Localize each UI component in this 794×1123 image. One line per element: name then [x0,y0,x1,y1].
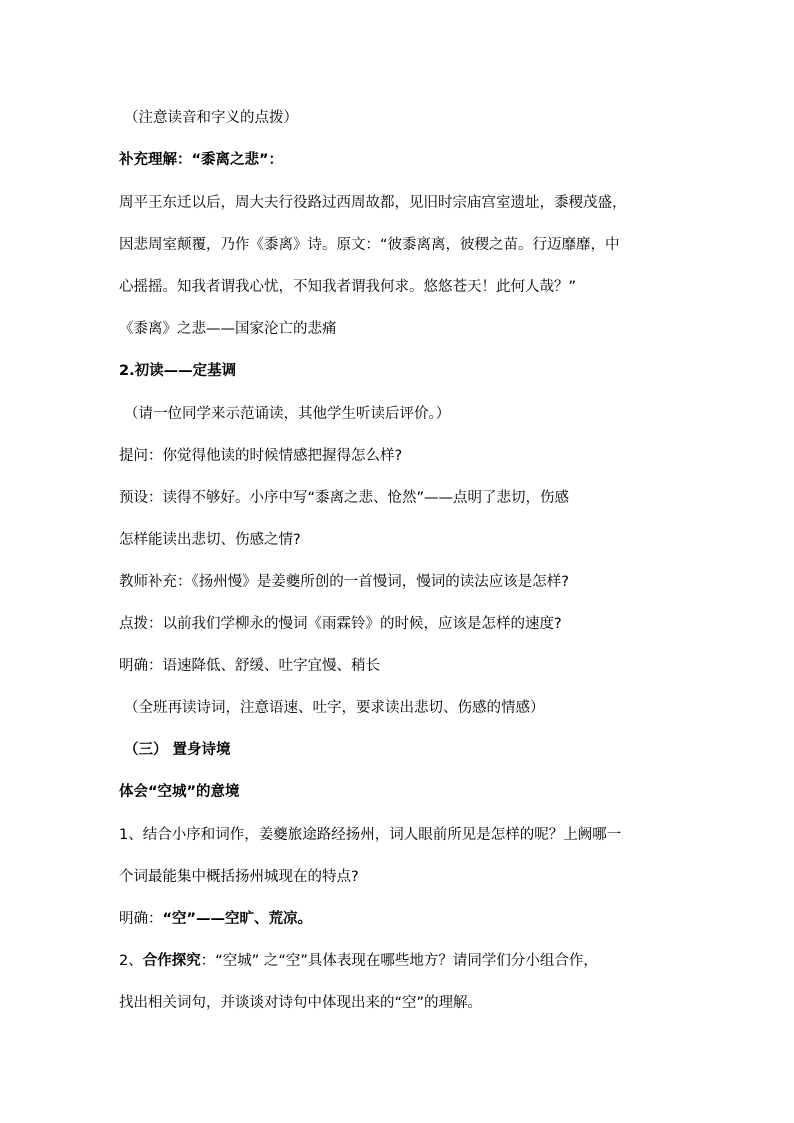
paragraph-line: 《黍离》之悲——国家沦亡的悲痛 [119,321,337,337]
paragraph-line: 预设：读得不够好。小序中写“黍离之悲、怆然”——点明了悲切，伤感 [119,490,570,506]
paragraph-line: （请一位同学来示范诵读，其他学生听读后评价。） [124,406,451,422]
paragraph-line: 提问：你觉得他读的时候情感把握得怎么样? [119,448,403,464]
paragraph-line: 1、结合小序和词作，姜夔旅途路经扬州，词人眼前所见是怎样的呢？上阙哪一 [119,827,622,843]
paragraph-line: 心摇摇。知我者谓我心忧，不知我者谓我何求。悠悠苍天！此何人哉？” [119,279,577,295]
question-text: ：“空城” 之“空”具体表现在哪些地方？请同学们分小组合作， [200,953,598,969]
answer-line [119,909,312,929]
paragraph-line: 找出相关词句，并谈谈对诗句中体现出来的“空”的理解。 [119,995,483,1011]
paragraph-line: 怎样能读出悲切、伤感之情? [119,532,301,548]
subheading-empty-city: 体会“空城”的意境 [119,784,240,800]
paragraph-line: 个词最能集中概括扬州城现在的特点? [119,869,359,885]
note-reading: （注意读音和字义的点拨） [124,110,298,126]
paragraph-line: （全班再读诗词，注意语速、吐字，要求读出悲切、伤感的情感） [124,700,545,716]
question-number: 2、 [119,953,143,969]
answer-label: 明确： [119,911,163,927]
paragraph-line: 教师补充：《扬州慢》是姜夔所创的一首慢词，慢词的读法应该是怎样? [119,574,569,590]
paragraph-line: 因悲周室颠覆，乃作《黍离》诗。原文：“彼黍离离，彼稷之苗。行迈靡靡，中 [119,237,620,253]
section-heading-three: （三） 置身诗境 [124,742,231,758]
paragraph-line: 点拨：以前我们学柳永的慢词《雨霖铃》的时候，应该是怎样的速度? [119,616,562,632]
supplement-heading: 补充理解：“黍离之悲”： [119,152,284,168]
cooperative-inquiry-label: 合作探究 [142,953,201,969]
answer-text: “空”——空旷、荒凉。 [162,911,313,927]
paragraph-line: 明确：语速降低、舒缓、吐字宜慢、稍长 [119,658,380,674]
paragraph-line: 周平王东迁以后，周大夫行役路过西周故都，见旧时宗庙宫室遗址，黍稷茂盛， [119,195,627,211]
section-heading-first-reading: 2.初读——定基调 [119,363,237,379]
question-line [119,951,598,971]
